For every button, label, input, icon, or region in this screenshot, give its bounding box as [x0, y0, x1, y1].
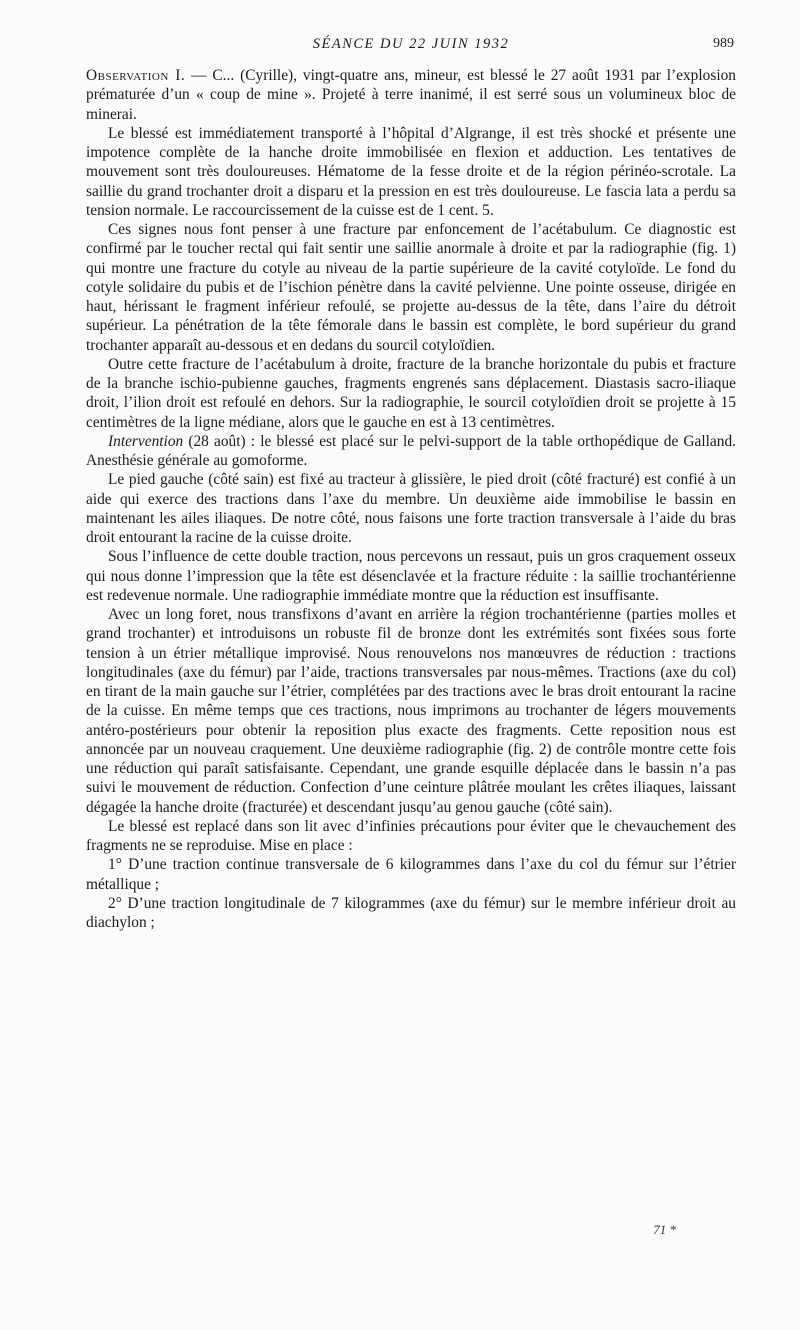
page-number: 989 — [713, 36, 734, 51]
running-title: SÉANCE DU 22 JUIN 1932 — [312, 36, 510, 52]
paragraph-list-item: 2° D’une traction longitudinale de 7 kilogrammes (axe du fémur) sur le membre inférieur droit au diachylon ; — [86, 894, 736, 931]
sheet-signature: 71 * — [653, 1222, 676, 1237]
intervention-label: Intervention — [108, 432, 184, 450]
paragraph: Le pied gauche (côté sain) est fixé au tracteur à glissière, le pied droit (côté fracturé) est confié à un aide qui exerce des tractions dans l’axe du membre. Un deuxième aide immobilise le bassin en maintenant les ailes iliaques. De notre côté, nous faisons une forte traction transversale à l’aide du bras droit entourant la racine de la cuisse droite. — [86, 471, 736, 546]
paragraph-observation — [86, 66, 736, 124]
paragraph: Ces signes nous font penser à une fracture par enfoncement de l’acétabulum. Ce diagnostic est confirmé par le toucher rectal qui fait sentir une saillie anormale à droite et par la radiographie (fig. 1) qui montre une fracture du cotyle au niveau de la partie supérieure de la cavité cotyloïde. Le fond du cotyle solidaire du pubis et de l’ischion pénètre dans la cavité pelvienne. Une pointe osseuse, dirigée en haut, hérissant le fragment inférieur refoulé, se projette au-dessus de la tête, dans l’aire du détroit supérieur. La pénétration de la tête fémorale dans le bassin est complète, le bord supérieur du grand trochanter apparaît au-dessous et en dedans du sourcil cotyloïdien. — [86, 221, 736, 354]
paragraph: Outre cette fracture de l’acétabulum à droite, fracture de la branche horizontale du pubis et fracture de la branche ischio-pubienne gauches, fragments engrenés sans déplacement. Diastasis sacro-iliaque droit, l’ilion droit est refoulé en dehors. Sur la radiographie, le sourcil cotyloïdien droit se projette à 15 centimètres de la ligne médiane, alors que le gauche en est à 13 centimètres. — [86, 355, 736, 431]
observation-label: Observation I. — [86, 67, 186, 84]
article-body — [86, 66, 736, 932]
page-header — [86, 36, 736, 66]
paragraph-intervention — [86, 432, 736, 471]
paragraph-list-item: 1° D’une traction continue transversale de 6 kilogrammes dans l’axe du col du fémur sur l’étrier métallique ; — [86, 856, 736, 893]
paragraph: Sous l’influence de cette double traction, nous percevons un ressaut, puis un gros craquement osseux qui nous donne l’impression que la tête est désenclavée et la fracture réduite : la saillie trochantérienne est redevenue normale. Une radiographie immédiate montre que la réduction est insuffisante. — [86, 548, 736, 604]
paragraph: Avec un long foret, nous transfixons d’avant en arrière la région trochantérienne (parties molles et grand trochanter) et introduisons un robuste fil de bronze dont les extrémités sont fixées sous forte tension à un étrier métallique improvisé. Nous renouvelons nos manœuvres de réduction : tractions longitudinales (axe du fémur) par l’aide, tractions transversales par nous-mêmes. Tractions (axe du col) en tirant de la main gauche sur l’étrier, complétées par des tractions avec le bras droit entourant la racine de la cuisse. En même temps que ces tractions, nous imprimons au trochanter de légers mouvements antéro-postérieurs pour obtenir la reposition plus exacte des fragments. Cette reposition nous est annoncée par un nouveau craquement. Une deuxième radiographie (fig. 2) de contrôle montre cette fois une réduction qui paraît satisfaisante. Cependant, une grande esquille déplacée dans le bassin n’a pas suivi le mouvement de réduction. Confection d’une ceinture plâtrée moulant les crêtes iliaques, laissant dégagée la hanche droite (fracturée) et descendant jusqu’au genou gauche (côté sain). — [86, 606, 736, 816]
paragraph-text: (28 août) : le blessé est placé sur le pelvi-support de la table orthopédique de Galland. Anesthésie générale au gomoforme. — [86, 432, 736, 469]
paragraph: Le blessé est replacé dans son lit avec d’infinies précautions pour éviter que le chevauchement des fragments ne se reproduise. Mise en place : — [86, 817, 736, 854]
paragraph: Le blessé est immédiatement transporté à l’hôpital d’Algrange, il est très shocké et présente une impotence complète de la hanche droite immobilisée en flexion et adduction. Les tentatives de mouvement sont très douloureuses. Hématome de la fesse droite et de la région périnéo-scrotale. La saillie du grand trochanter droit a disparu et la pression en est très douloureuse. Le fascia lata a perdu sa tension normale. Le raccourcissement de la cuisse est de 1 cent. 5. — [86, 124, 736, 219]
paragraph-text: — C... (Cyrille), vingt-quatre ans, mineur, est blessé le 27 août 1931 par l’explosion prématurée d’un « coup de mine ». Projeté à terre inanimé, il est serré sous un volumineux bloc de minerai. — [86, 67, 736, 123]
